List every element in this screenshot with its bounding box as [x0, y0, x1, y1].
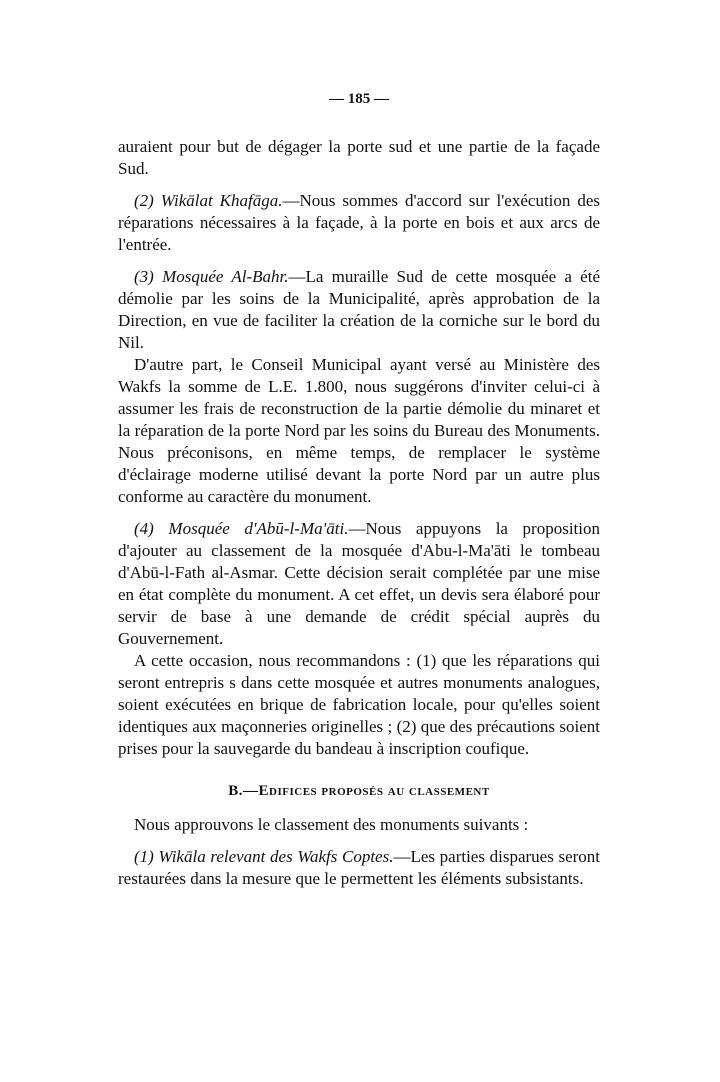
document-page	[118, 88, 600, 890]
item-number: (4)	[134, 519, 154, 538]
paragraph-text: A cette occasion, nous recommandons : (1) que les réparations qui seront entrepris s dans cette mosquée et autres monuments analogues, soient exécutées en brique de fabrication locale, pour qu'elles soient identiques aux maçonneries originelles ; (2) que des précautions soient prises pour la sauvegarde du bandeau à inscription coufique.	[118, 651, 600, 758]
item-title: Wikāla relevant des Wakfs Coptes.	[158, 847, 394, 866]
paragraph-conseil-municipal	[118, 354, 600, 508]
paragraph-text: Nous approuvons le classement des monuments suivants :	[134, 815, 529, 834]
page-number: — 185 —	[329, 91, 389, 107]
item-number: (2)	[134, 191, 154, 210]
item-number: (1)	[134, 847, 154, 866]
paragraph-recommandations	[118, 650, 600, 760]
paragraph-wikalat-khafaga	[118, 190, 600, 256]
paragraph-continuation	[118, 136, 600, 180]
item-number: (3)	[134, 267, 154, 286]
paragraph-mosquee-abu-l-maati	[118, 518, 600, 650]
paragraph-text: D'autre part, le Conseil Municipal ayant versé au Ministère des Wakfs la somme de L.E. 1.800, nous suggérons d'inviter celui-ci à assumer les frais de reconstruction de la partie démolie du minaret et la réparation de la porte Nord par les soins du Bureau des Monuments. Nous préconisons, en même temps, de remplacer le système d'éclairage moderne utilisé devant la porte Nord par un autre plus conforme au caractère du monument.	[118, 355, 600, 506]
paragraph-mosquee-al-bahr	[118, 266, 600, 354]
item-title: Wikālat Khafāga.	[160, 191, 283, 210]
paragraph-text: —Nous sommes d'accord sur l'exécution des réparations nécessaires à la façade, à la porte en bois et aux arcs de l'entrée.	[118, 191, 600, 254]
paragraph-text: —Les parties disparues seront restaurées dans la mesure que le permettent les éléments subsistants.	[118, 847, 601, 888]
item-title: Mosquée Al-Bahr.	[162, 267, 289, 286]
paragraph-text: auraient pour but de dégager la porte sud et une partie de la façade Sud.	[118, 137, 600, 178]
paragraph-approbation	[118, 814, 600, 836]
paragraph-text: —La muraille Sud de cette mosquée a été démolie par les soins de la Municipalité, après approbation de la Direction, en vue de faciliter la création de la corniche sur le bord du Nil.	[118, 267, 600, 352]
paragraph-text: —Nous appuyons la proposition d'ajouter au classement de la mosquée d'Abu-l-Ma'āti le tombeau d'Abū-l-Fath al-Asmar. Cette décision serait complétée par une mise en état complète du monument. A cet effet, un devis sera élaboré pour servir de base à une demande de crédit spécial auprès du Gouvernement.	[118, 519, 600, 648]
item-title: Mosquée d'Abū-l-Ma'āti.	[168, 519, 349, 538]
section-heading: B.—Edifices proposés au classement	[228, 783, 490, 799]
paragraph-wikala-coptes	[118, 846, 600, 890]
